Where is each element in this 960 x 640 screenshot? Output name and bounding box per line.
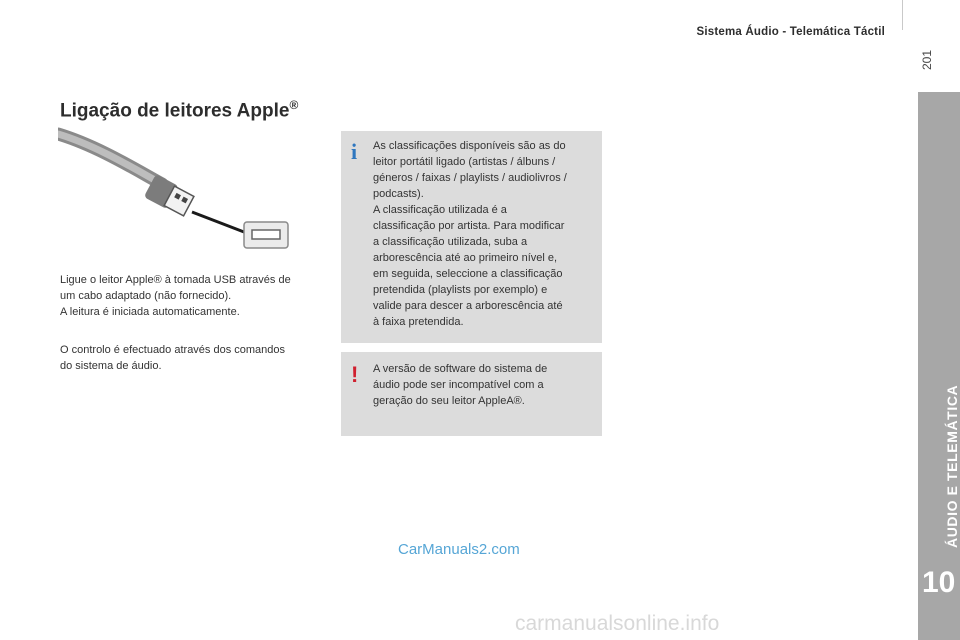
body-paragraph-1: Ligue o leitor Apple® à tomada USB através de um cabo adaptado (não fornecido). A leitura é iniciada automaticamente. (60, 274, 291, 318)
info-text: As classificações disponíveis são as do leitor portátil ligado (artistas / álbuns / géneros / faixas / playlists / audiolivros / podcasts). A classificação utilizada é a classificação por artista. Para modificar a classificação utilizada, suba a arborescência até ao primeiro nível e, em seguida, seleccione a classificação pretendida (playlists por exemplo) e valide para descer a arborescência até à faixa pretendida. (373, 140, 567, 328)
warning-box (341, 352, 602, 436)
watermark-carmanuals2: CarManuals2.com (398, 541, 520, 558)
page-header: Sistema Áudio - Telemática Táctil (696, 26, 885, 38)
chapter-side-tab (918, 92, 960, 640)
warning-icon: ! (351, 362, 359, 387)
warning-text: A versão de software do sistema de áudio pode ser incompatível com a geração do seu leitor AppleA®. (373, 363, 548, 407)
watermark-carmanualsonline: carmanualsonline.info (515, 612, 720, 635)
body-paragraph-2: O controlo é efectuado através dos comandos do sistema de áudio. (60, 344, 286, 372)
section-title: Ligação de leitores Apple® (60, 98, 299, 122)
usb-cable-illustration (58, 126, 298, 250)
chapter-number: 10 (922, 566, 956, 599)
chapter-label: ÁUDIO E TELEMÁTICA (944, 384, 960, 548)
page-number: 201 (920, 49, 934, 70)
info-box (341, 131, 602, 343)
header-divider (902, 0, 903, 30)
info-icon: i (351, 139, 358, 164)
